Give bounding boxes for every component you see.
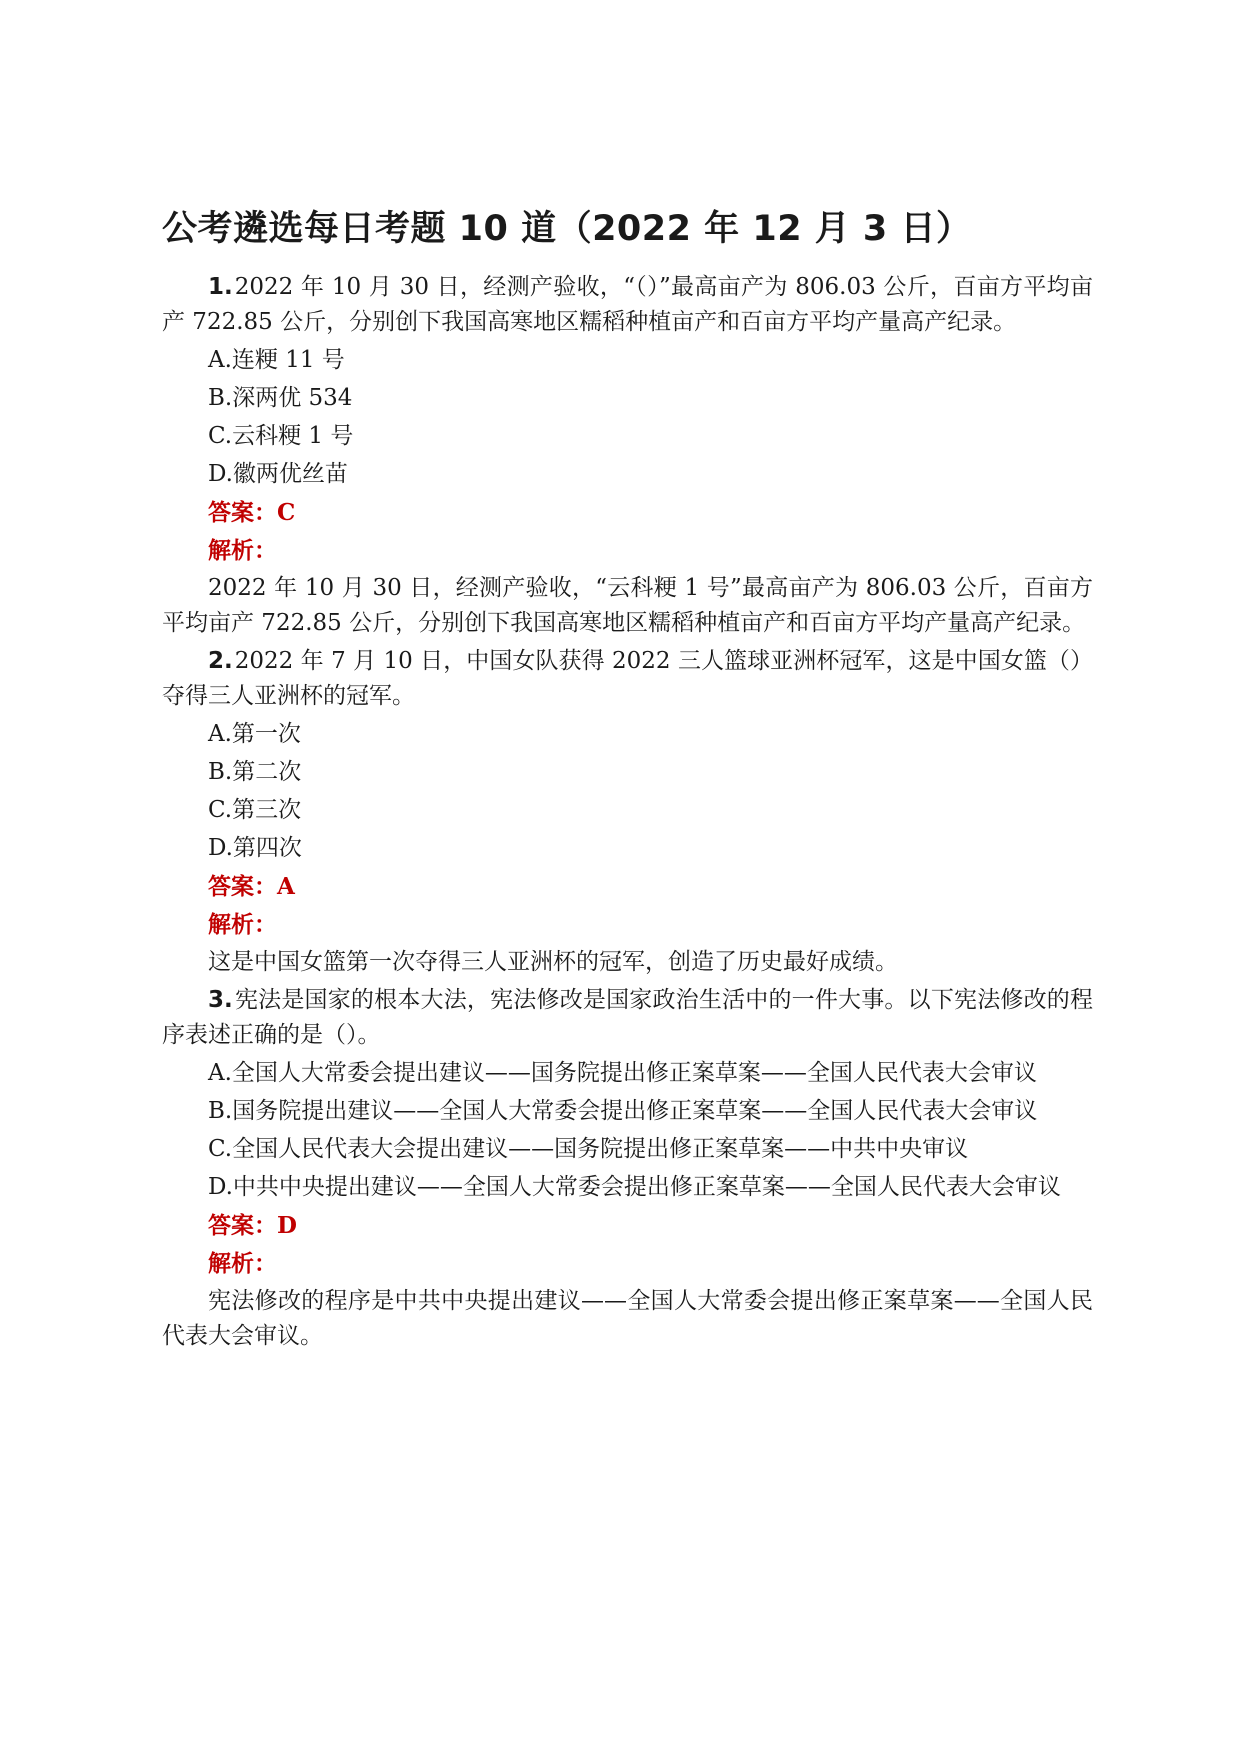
question-text: 宪法是国家的根本大法，宪法修改是国家政治生活中的一件大事。以下宪法修改的程序表述正确的是（）。 xyxy=(162,987,1093,1048)
question-stem xyxy=(162,644,1093,714)
option-a: A.第一次 xyxy=(208,721,301,747)
option-d: D.第四次 xyxy=(208,835,302,861)
question-stem xyxy=(162,983,1093,1053)
analysis-label: 解析： xyxy=(208,537,277,564)
question-text: 2022 年 7 月 10 日，中国女队获得 2022 三人篮球亚洲杯冠军，这是中国女篮（）夺得三人亚洲杯的冠军。 xyxy=(162,648,1093,709)
analysis-label: 解析： xyxy=(208,1250,277,1277)
analysis-text: 宪法修改的程序是中共中央提出建议——全国人大常委会提出修正案草案——全国人民代表大会审议。 xyxy=(162,1288,1093,1349)
question-stem xyxy=(162,270,1093,340)
option-b: B.国务院提出建议——全国人大常委会提出修正案草案——全国人民代表大会审议 xyxy=(208,1098,1038,1124)
question-1 xyxy=(162,270,1093,641)
option-c: C.云科粳 1 号 xyxy=(208,423,354,449)
option-c: C.全国人民代表大会提出建议——国务院提出修正案草案——中共中央审议 xyxy=(208,1136,969,1162)
answer-label: 答案：C xyxy=(208,499,296,526)
option-a: A.连粳 11 号 xyxy=(208,347,345,373)
answer-label: 答案：A xyxy=(208,873,295,900)
option-d: D.中共中央提出建议——全国人大常委会提出修正案草案——全国人民代表大会审议 xyxy=(208,1174,1061,1200)
page-title: 公考遴选每日考题 10 道（2022 年 12 月 3 日） xyxy=(162,209,972,249)
question-3 xyxy=(162,983,1093,1354)
analysis-label: 解析： xyxy=(208,911,277,938)
analysis-text: 这是中国女篮第一次夺得三人亚洲杯的冠军，创造了历史最好成绩。 xyxy=(208,949,898,975)
document-page xyxy=(162,204,1093,1357)
question-2 xyxy=(162,644,1093,980)
option-a: A.全国人大常委会提出建议——国务院提出修正案草案——全国人民代表大会审议 xyxy=(208,1060,1037,1086)
question-number: 3. xyxy=(208,987,233,1013)
question-text: 2022 年 10 月 30 日，经测产验收，“（）”最高亩产为 806.03 公斤，百亩方平均亩产 722.85 公斤，分别创下我国高寒地区糯稻种植亩产和百亩方平均产量高产纪录。 xyxy=(162,274,1093,335)
option-b: B.深两优 534 xyxy=(208,385,353,411)
option-b: B.第二次 xyxy=(208,759,302,785)
option-c: C.第三次 xyxy=(208,797,302,823)
question-number: 2. xyxy=(208,648,233,674)
answer-label: 答案：D xyxy=(208,1212,297,1239)
question-number: 1. xyxy=(208,274,233,300)
analysis-text: 2022 年 10 月 30 日，经测产验收，“云科粳 1 号”最高亩产为 806.03 公斤，百亩方平均亩产 722.85 公斤，分别创下我国高寒地区糯稻种植亩产和百亩方平均产量高产纪录。 xyxy=(162,575,1093,636)
option-d: D.徽两优丝苗 xyxy=(208,461,348,487)
